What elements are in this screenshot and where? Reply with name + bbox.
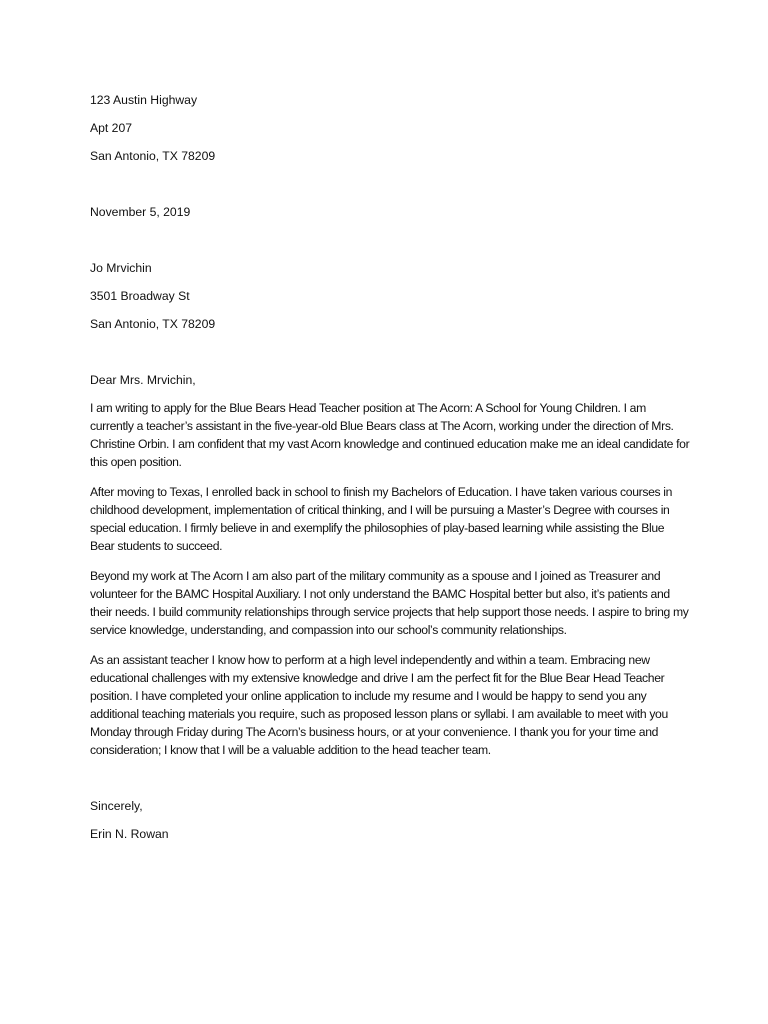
body-paragraph-2: After moving to Texas, I enrolled back in school to finish my Bachelors of Education. I have taken various courses in childhood development, implementation of critical thinking, and I will be pursuing a Master’s Degree with courses in special education. I firmly believe in and exemplify the philosophies of play-based learning while assisting the Blue Bear students to succeed. [90,485,673,553]
letter-body [90,399,690,759]
letter-date: November 5, 2019 [90,205,191,219]
closing: Sincerely, [90,799,143,813]
body-paragraph-1: I am writing to apply for the Blue Bears Head Teacher position at The Acorn: A School for Young Children. I am currently a teacher’s assistant in the five-year-old Blue Bears class at The Acorn, working under the direction of Mrs. Christine Orbin. I am confident that my vast Acorn knowledge and continued education make me an ideal candidate for this open position. [90,401,690,469]
sender-city: San Antonio, TX 78209 [90,149,216,163]
sender-address [90,91,690,165]
recipient-name: Jo Mrvichin [90,261,152,275]
recipient-street: 3501 Broadway St [90,289,190,303]
sender-street: 123 Austin Highway [90,93,198,107]
body-paragraph-3: Beyond my work at The Acorn I am also part of the military community as a spouse and I joined as Treasurer and volunteer for the BAMC Hospital Auxiliary. I not only understand the BAMC Hospital better but also, it’s patients and their needs. I build community relationships through service projects that help support those needs. I aspire to bring my service knowledge, understanding, and compassion into our school’s community relationships. [90,569,689,637]
sender-apt: Apt 207 [90,121,133,135]
salutation: Dear Mrs. Mrvichin, [90,373,196,387]
letter-document [90,91,690,843]
signature-name: Erin N. Rowan [90,827,169,841]
recipient-address [90,259,690,333]
recipient-city: San Antonio, TX 78209 [90,317,216,331]
body-paragraph-4: As an assistant teacher I know how to perform at a high level independently and within a team. Embracing new educational challenges with my extensive knowledge and drive I am the perfect fit for the Blue Bear Head Teacher position. I have completed your online application to include my resume and I would be happy to send you any additional teaching materials you require, such as proposed lesson plans or syllabi. I am available to meet with you Monday through Friday during The Acorn’s business hours, or at your convenience. I thank you for your time and consideration; I know that I will be a valuable addition to the head teacher team. [90,653,668,757]
